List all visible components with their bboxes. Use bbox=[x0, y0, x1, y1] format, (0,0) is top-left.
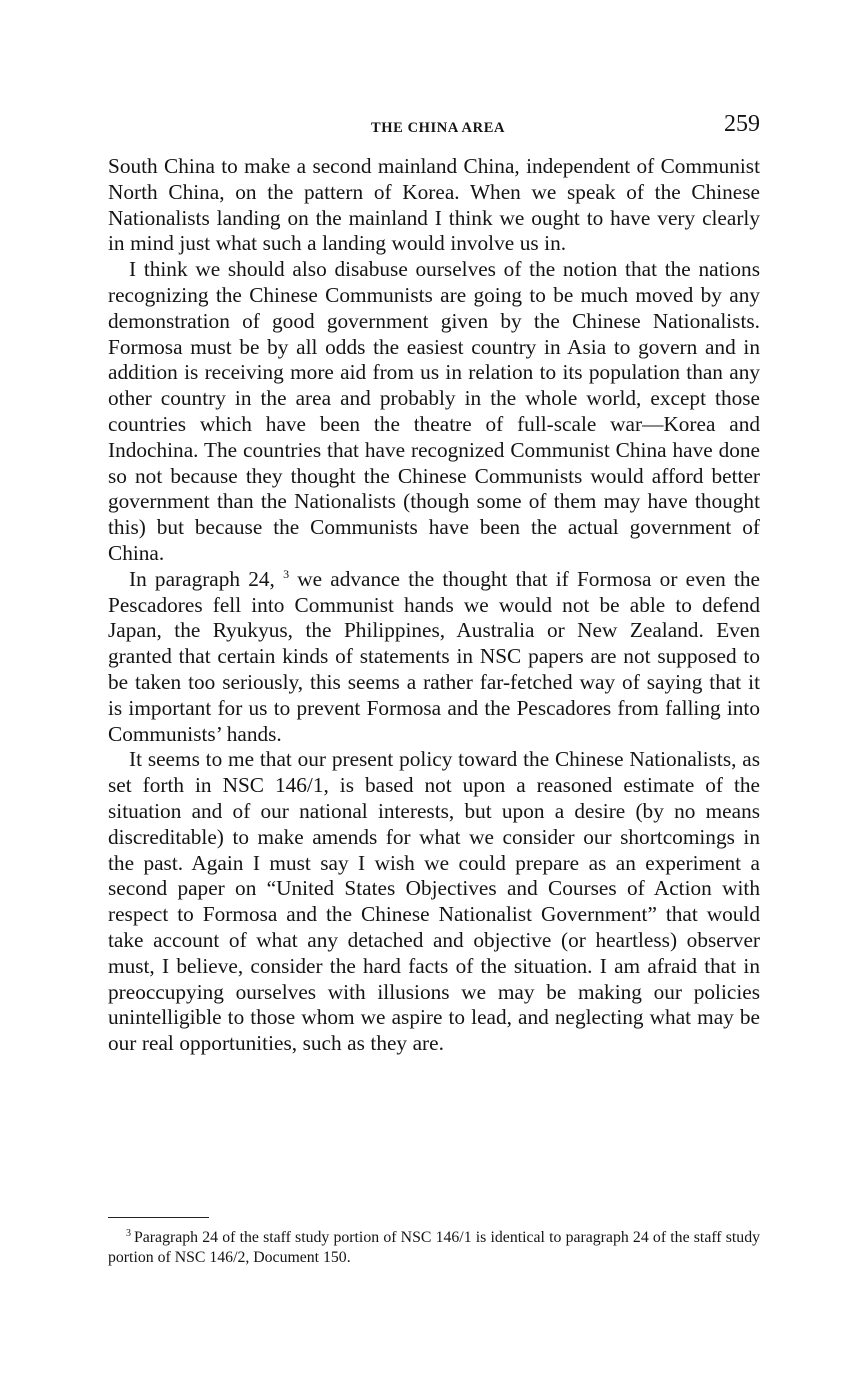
running-head bbox=[108, 110, 760, 140]
paragraph-2: I think we should also disabuse ourselves of the notion that the nations recognizing the Chinese Communists are going to be much moved by any demonstration of good government given by the Chinese Nationalists. Formosa must be by all odds the easiest country in Asia to govern and in addition is receiving more aid from us in relation to its population than any other country in the area and probably in the whole world, except those countries which have been the theatre of full-scale war—Korea and Indochina. The countries that have recognized Communist China have done so not because they thought the Chinese Communists would afford better government than the Nationalists (though some of them may have thought this) but because the Communists have been the actual government of China. bbox=[108, 257, 760, 565]
footnote-text: Paragraph 24 of the staff study portion of NSC 146/1 is identical to paragraph 24 of the staff study portion of NSC 146/2, Document 150. bbox=[108, 1229, 760, 1266]
footnote-divider bbox=[108, 1217, 209, 1218]
paragraph-4: It seems to me that our present policy toward the Chinese Nationalists, as set forth in NSC 146/1, is based not upon a reasoned estimate of the situation and of our national interests, but upon a desire (by no means discreditable) to make amends for what we consider our shortcomings in the past. Again I must say I wish we could prepare as an experiment a second paper on “United States Objectives and Courses of Action with respect to Formosa and the Chinese Nationalist Government” that would take account of what any detached and objective (or heartless) observer must, I believe, consider the hard facts of the situation. I am afraid that in preoccupying ourselves with illusions we may be making our policies unintelligible to those whom we aspire to lead, and neglecting what may be our real opportunities, such as they are. bbox=[108, 747, 760, 1056]
document-page bbox=[108, 110, 760, 1057]
footnote-3 bbox=[108, 1228, 760, 1268]
paragraph-3-text-after: we advance the thought that if Formosa or even the Pescadores fell into Communist hands we would not be able to defend Japan, the Ryukyus, the Philippines, Australia or New Zealand. Even granted that certain kinds of statements in NSC papers are not supposed to be taken too seriously, this seems a rather far-fetched way of saying that it is important for us to prevent Formosa and the Pescadores from falling into Communists’ hands. bbox=[108, 566, 761, 746]
footnote-number: 3 bbox=[126, 1227, 131, 1239]
paragraph-1: South China to make a second mainland China, independent of Communist North China, on the pattern of Korea. When we speak of the Chinese Nationalists landing on the mainland I think we ought to have very clearly in mind just what such a landing would involve us in. bbox=[108, 154, 760, 256]
footnote-reference-3[interactable]: 3 bbox=[283, 566, 290, 581]
page-number: 259 bbox=[724, 111, 760, 137]
paragraph-3-text-before: In paragraph 24, bbox=[129, 566, 275, 591]
body-text bbox=[108, 154, 760, 1057]
running-title: THE CHINA AREA bbox=[370, 120, 506, 136]
paragraph-3 bbox=[108, 567, 760, 748]
